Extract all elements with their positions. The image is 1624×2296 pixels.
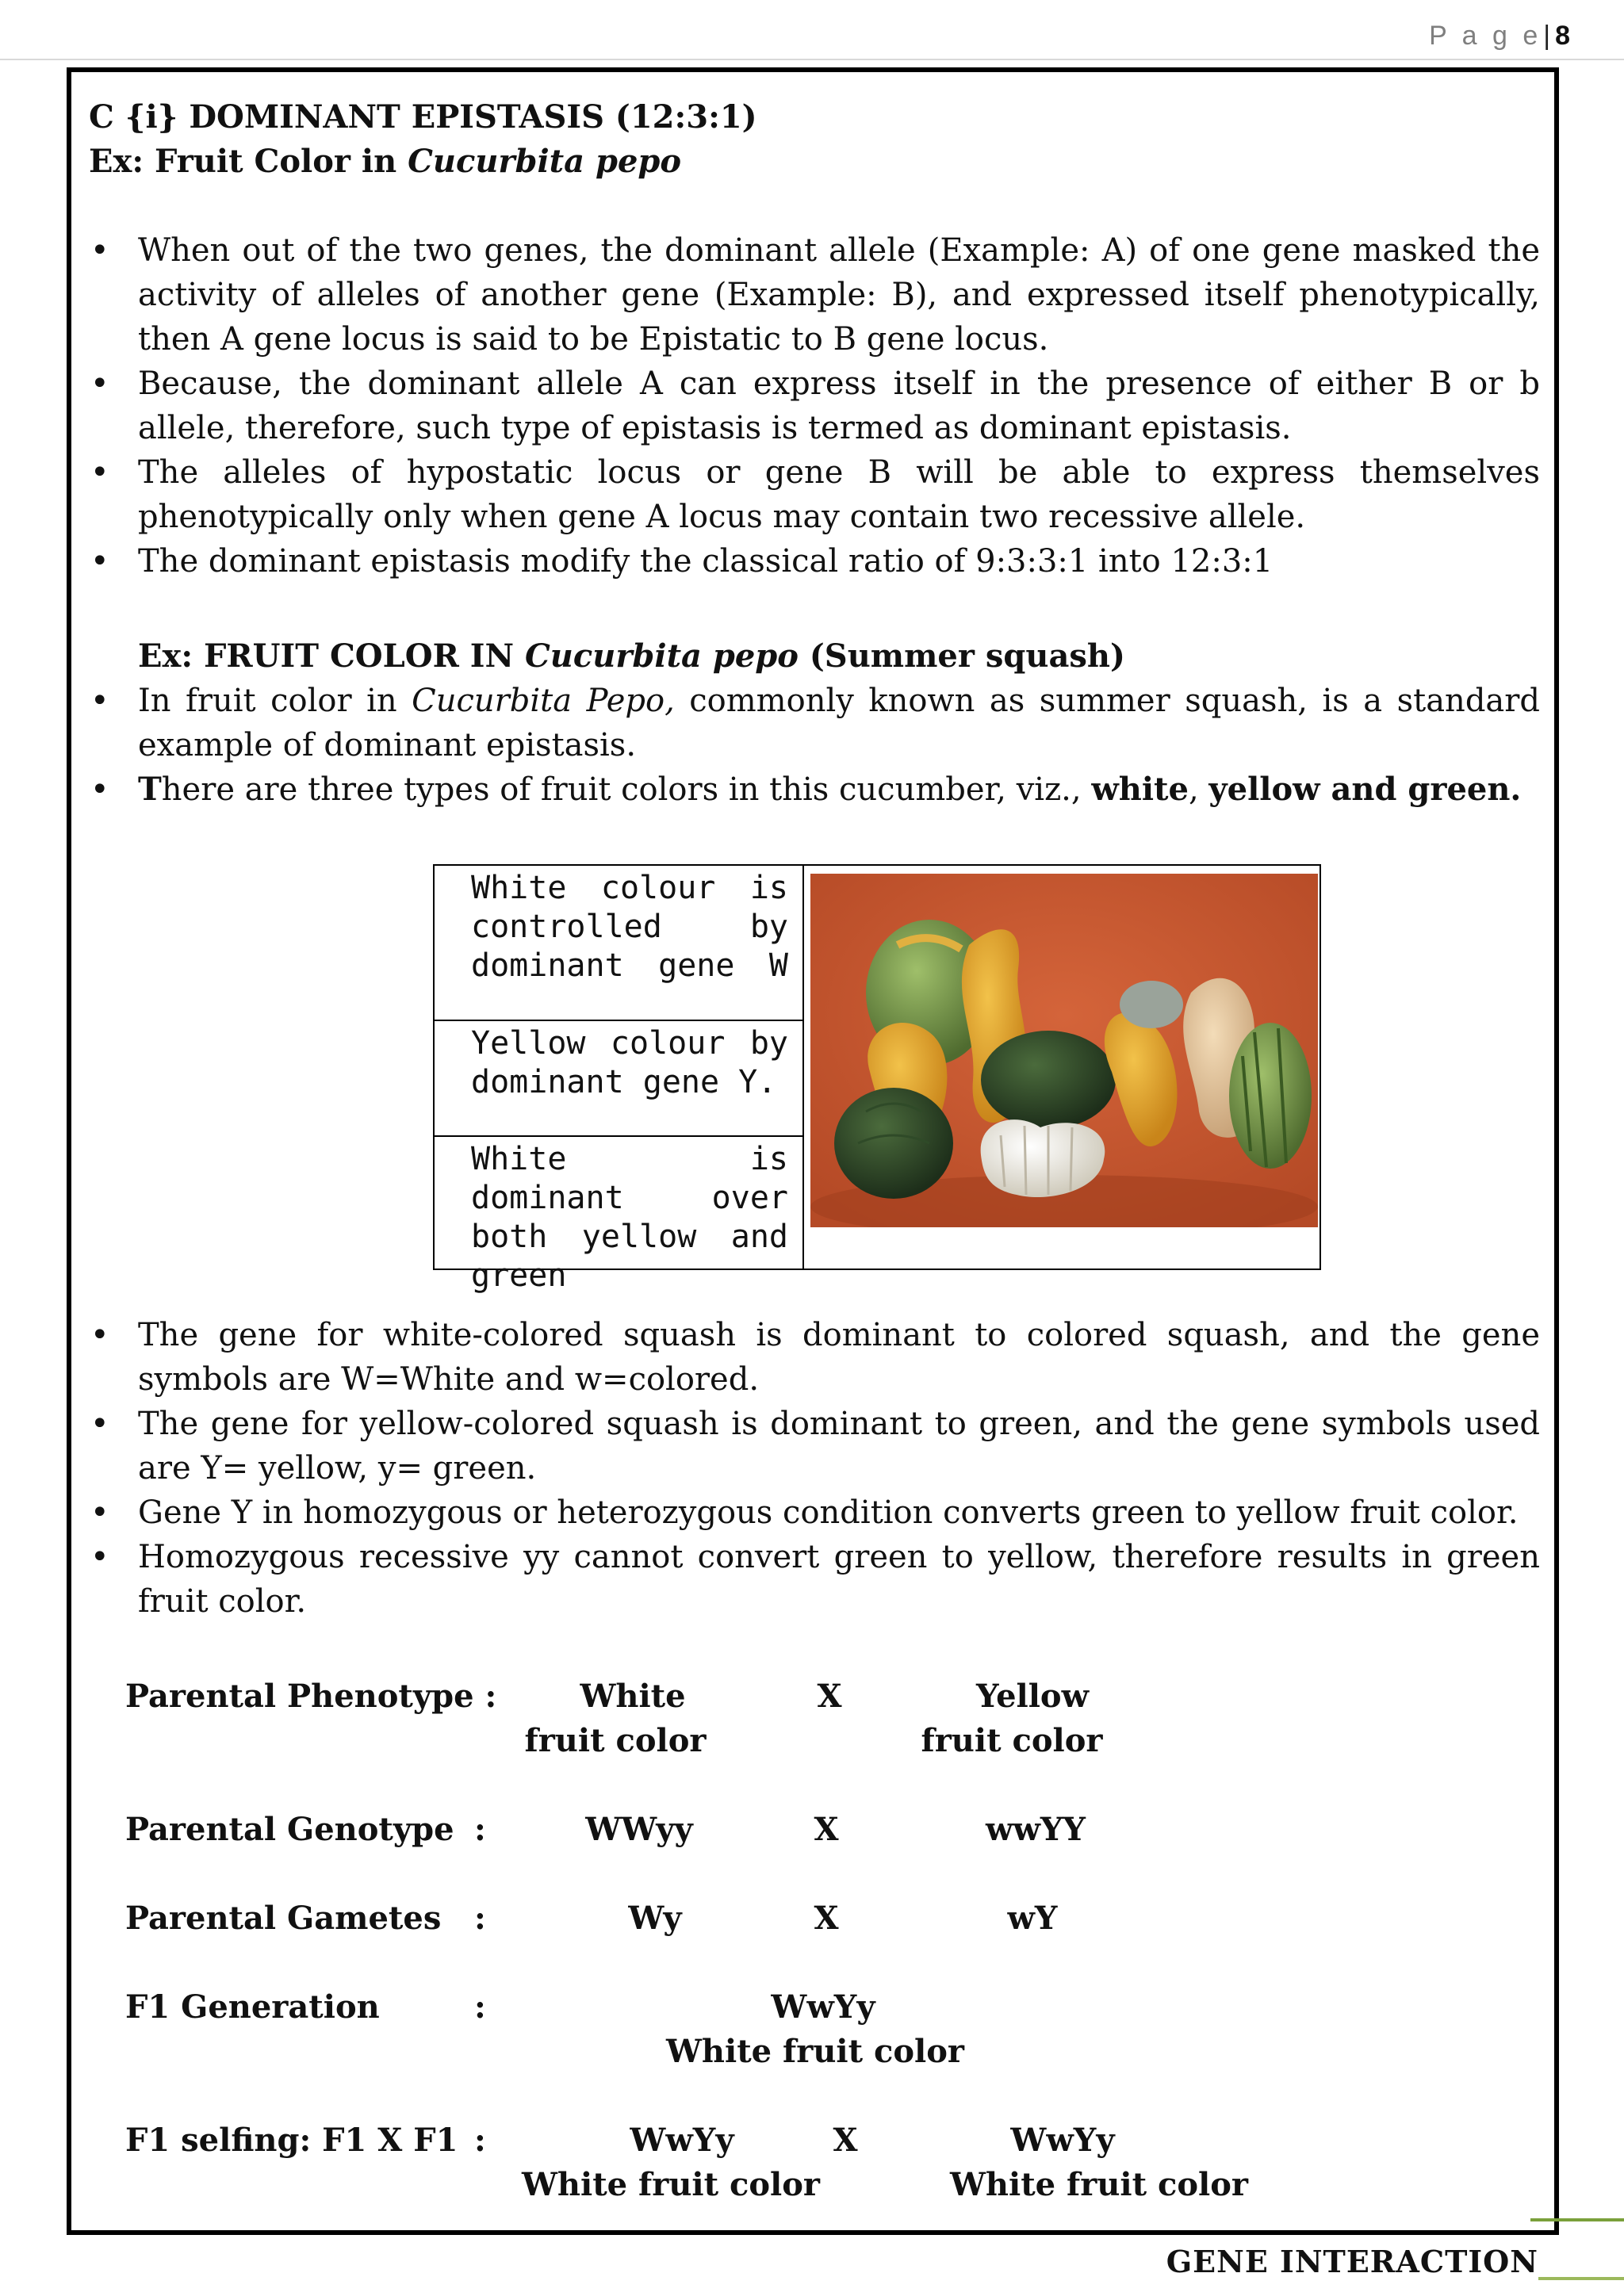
cross-label-phenotype: Parental Phenotype :: [125, 1678, 497, 1715]
list-item: • The gene for white-colored squash is dominant to colored squash, and the gene symbols are W=White and w=colored.: [89, 1313, 1540, 1402]
figure-cell-white: White colour is controlled by dominant gene W: [435, 866, 802, 1021]
definition-bullets: [89, 228, 1540, 584]
cross-symbol: X: [814, 1900, 839, 1937]
cross-label-genotype: Parental Genotype: [125, 1811, 454, 1848]
squash-photo: [810, 874, 1318, 1227]
dark-green-squash-center: [981, 1031, 1116, 1129]
figure-cell-dominance: White is dominant over both yellow and green: [471, 1141, 788, 1294]
section-title: C {i} DOMINANT EPISTASIS (12:3:1): [89, 98, 757, 136]
cross-label-f1: F1 Generation: [125, 1988, 380, 2026]
list-item: • Homozygous recessive yy cannot convert green to yellow, therefore results in green fruit color.: [89, 1535, 1540, 1624]
list-item: • The gene for yellow-colored squash is dominant to green, and the gene symbols used are Y= yellow, y= green.: [89, 1402, 1540, 1490]
section-subtitle: Ex: Fruit Color in Cucurbita pepo: [89, 143, 682, 180]
example-bullets: [89, 679, 1540, 812]
gene-symbol-bullets: [89, 1313, 1540, 1624]
selfing-parent2-phenotype: White fruit color: [950, 2166, 1248, 2203]
squash-figure-table: [433, 864, 1321, 1294]
list-item: • There are three types of fruit colors in this cucumber, viz., white, yellow and green.: [89, 767, 1540, 812]
colon: :: [474, 1811, 486, 1848]
f1-genotype: WwYy: [771, 1988, 875, 2026]
selfing-parent1-phenotype: White fruit color: [522, 2166, 820, 2203]
main-content: [89, 95, 1540, 584]
footer-rule-top: [1530, 2218, 1624, 2221]
list-item: • In fruit color in Cucurbita Pepo, commonly known as summer squash, is a standard example of dominant epistasis.: [89, 679, 1540, 767]
selfing-parent2-genotype: WwYy: [1010, 2122, 1115, 2159]
parent1-phenotype-sub: fruit color: [524, 1722, 707, 1759]
footer-title: GENE INTERACTION: [1166, 2244, 1538, 2279]
parent2-gamete: wY: [1007, 1900, 1058, 1937]
header-rule: [0, 59, 1624, 60]
list-item: • Gene Y in homozygous or heterozygous condition converts green to yellow fruit color.: [89, 1490, 1540, 1535]
parent1-phenotype: White: [580, 1678, 686, 1715]
striped-squash-right: [1229, 1023, 1312, 1169]
parent1-genotype: WWyy: [585, 1811, 693, 1848]
parent1-gamete: Wy: [628, 1900, 682, 1937]
f1-phenotype: White fruit color: [666, 2033, 964, 2070]
parent2-phenotype-sub: fruit color: [921, 1722, 1103, 1759]
example-heading: Ex: FRUIT COLOR IN Cucurbita pepo (Summer squash): [138, 637, 1125, 675]
parent2-genotype: wwYY: [986, 1811, 1086, 1848]
colon: :: [474, 2122, 486, 2159]
list-item: • When out of the two genes, the dominant allele (Example: A) of one gene masked the activity of alleles of another gene (Example: B), and expressed itself phenotypically, then A gene locus is said to be Epistatic to B gene locus.: [89, 228, 1540, 362]
list-item: • Because, the dominant allele A can express itself in the presence of either B or b allele, therefore, such type of epistasis is termed as dominant epistasis.: [89, 362, 1540, 450]
cross-label-selfing: F1 selfing: F1 X F1: [125, 2122, 458, 2159]
selfing-parent1-genotype: WwYy: [630, 2122, 734, 2159]
figure-text-column: [435, 866, 804, 1294]
colon: :: [474, 1900, 486, 1937]
footer-rule-bottom: [1538, 2277, 1624, 2280]
parent2-phenotype: Yellow: [975, 1678, 1090, 1715]
page-number: P a g e| 8: [1429, 21, 1570, 51]
cross-symbol: X: [833, 2122, 858, 2159]
list-item: • The alleles of hypostatic locus or gene B will be able to express themselves phenotypically only when gene A locus may contain two recessive allele.: [89, 450, 1540, 539]
cross-label-gametes: Parental Gametes: [125, 1900, 442, 1937]
cross-symbol: X: [814, 1811, 839, 1848]
figure-cell-yellow: Yellow colour by dominant gene Y.: [435, 1021, 802, 1137]
cross-symbol: X: [817, 1678, 842, 1715]
grey-squash: [1120, 981, 1183, 1028]
colon: :: [474, 1988, 486, 2026]
list-item: • The dominant epistasis modify the classical ratio of 9:3:3:1 into 12:3:1: [89, 539, 1540, 584]
